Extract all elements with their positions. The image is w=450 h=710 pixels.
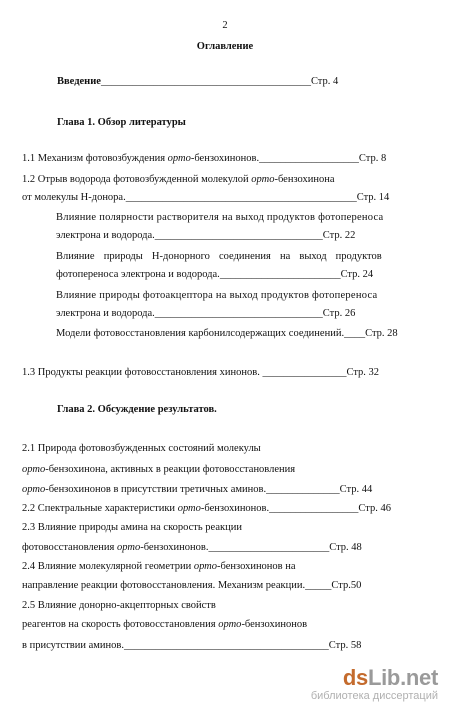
toc-entry-2-1-line1: 2.1 Природа фотовозбужденных состояний молекулы [22, 443, 261, 454]
watermark [311, 666, 438, 703]
toc-entry-2-1-line2: орто-бензохинона, активных в реакции фотовосстановления [22, 464, 296, 475]
toc-sub-3-line1: Влияние природы фотоакцептора на выход продуктов фотопереноса [56, 290, 378, 301]
toc-entry-1-2-line2: от молекулы Н-донора.____________________________________________Стр. 14 [22, 192, 390, 203]
page-title: Оглавление [196, 41, 254, 52]
toc-entry-2-5-line3: в присутствии аминов._______________________________________Стр. 58 [22, 640, 362, 651]
toc-sub-2-line2: фотопереноса электрона и водорода._______________________Стр. 24 [56, 269, 374, 280]
toc-sub-1-line2: электрона и водорода.________________________________Стр. 22 [56, 230, 356, 241]
toc-entry-2-1-line3: орто-бензохинонов в присутствии третичных аминов.______________Стр. 44 [22, 484, 373, 495]
toc-sub-1-line1: Влияние полярности растворителя на выход продуктов фотопереноса [56, 212, 384, 223]
toc-sub-3-line2: электрона и водорода.________________________________Стр. 26 [56, 308, 356, 319]
toc-sub-2-line1: Влияние природы Н-донорного соединения на выход продуктов [56, 251, 382, 262]
page-number: 2 [222, 20, 228, 31]
chapter-1-title: Глава 1. Обзор литературы [57, 117, 186, 128]
toc-entry-intro [57, 76, 338, 88]
toc-entry-1-3: 1.3 Продукты реакции фотовосстановления хинонов. ________________Стр. 32 [22, 367, 380, 378]
toc-entry-1-1: 1.1 Механизм фотовозбуждения орто-бензохинонов.___________________Стр. 8 [22, 153, 387, 164]
toc-entry-2-4-line2: направление реакции фотовосстановления. Механизм реакции._____Стр.50 [22, 580, 362, 591]
toc-entry-2-5-line1: 2.5 Влияние донорно-акцепторных свойств [22, 600, 216, 611]
toc-entry-1-2-line1: 1.2 Отрыв водорода фотовозбужденной молекулой орто-бензохинона [22, 174, 335, 185]
toc-entry-2-2: 2.2 Спектральные характеристики орто-бензохинонов._________________Стр. 46 [22, 503, 391, 514]
watermark-logo: dsLib.net [342, 665, 438, 690]
toc-sub-4: Модели фотовосстановления карбонилсодержащих соединений.____Стр. 28 [56, 328, 398, 339]
toc-entry-2-5-line2: реагентов на скорость фотовосстановления орто-бензохинонов [22, 619, 308, 630]
toc-entry-label: Введение [57, 76, 101, 87]
watermark-subtitle: библиотека диссертаций [310, 690, 438, 702]
toc-entry-2-3-line1: 2.3 Влияние природы амина на скорость реакции [22, 522, 242, 533]
toc-entry-2-3-line2: фотовосстановления орто-бензохинонов._______________________Стр. 48 [22, 542, 362, 553]
chapter-2-title: Глава 2. Обсуждение результатов. [57, 404, 217, 415]
toc-entry-2-4-line1: 2.4 Влияние молекулярной геометрии орто-бензохинонов на [22, 561, 296, 572]
toc-leader: ________________________________________ [100, 76, 311, 87]
toc-page: Стр. 4 [310, 76, 339, 87]
